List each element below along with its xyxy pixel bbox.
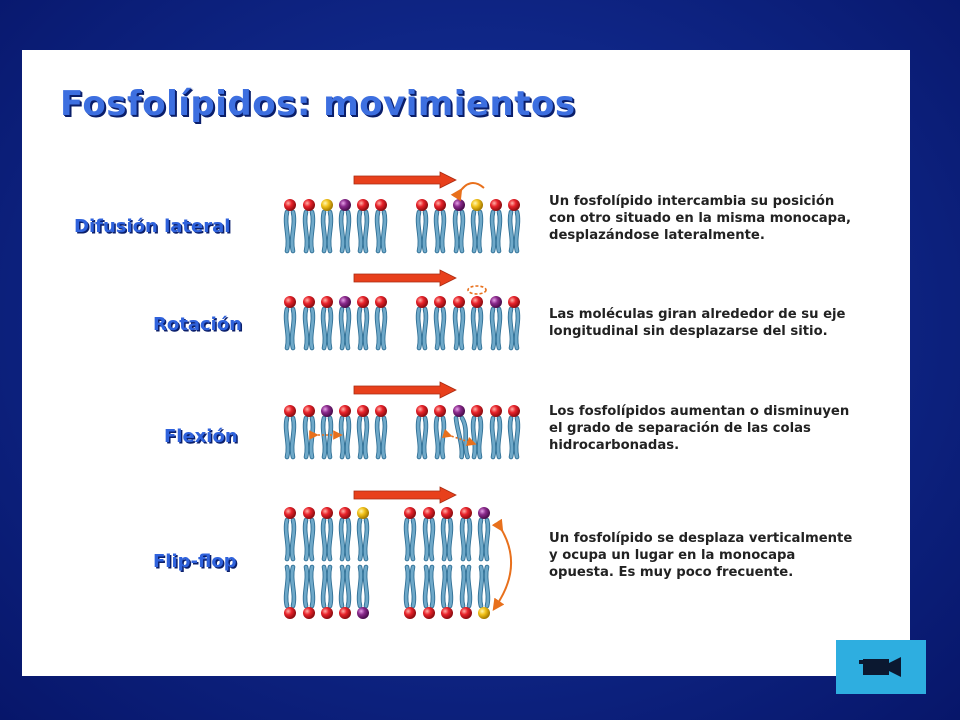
phospholipid <box>423 507 435 559</box>
movement-arrow <box>354 382 456 398</box>
label-difusion-lateral: Difusión lateral <box>74 216 231 237</box>
phospholipid <box>284 199 296 251</box>
description-flexion: Los fosfolípidos aumentan o disminuyen el grado de separación de las colas hidrocarbonadas. <box>549 404 850 453</box>
phospholipid <box>490 405 502 457</box>
phospholipid <box>453 296 465 348</box>
phospholipid <box>284 296 296 348</box>
phospholipid-diagram <box>22 50 910 676</box>
phospholipid <box>321 405 333 457</box>
flip-arrow <box>496 527 511 606</box>
phospholipid <box>339 199 351 251</box>
phospholipid <box>321 199 333 251</box>
phospholipid <box>303 296 315 348</box>
rotation-marker <box>468 286 486 294</box>
phospholipid <box>508 405 520 457</box>
phospholipid <box>508 296 520 348</box>
phospholipid <box>416 199 428 251</box>
phospholipid <box>441 567 453 619</box>
phospholipid <box>321 507 333 559</box>
phospholipid <box>357 296 369 348</box>
phospholipid <box>284 567 296 619</box>
phospholipid <box>441 507 453 559</box>
phospholipid <box>303 507 315 559</box>
phospholipid <box>375 296 387 348</box>
phospholipid <box>404 567 416 619</box>
description-difusion-lateral: Un fosfolípido intercambia su posición con otro situado en la misma monocapa, desplazándose lateralmente. <box>549 194 852 243</box>
movement-arrow <box>354 172 456 188</box>
movement-arrow <box>354 487 456 503</box>
phospholipid <box>339 405 351 457</box>
phospholipid <box>321 296 333 348</box>
phospholipid <box>434 405 446 457</box>
phospholipid <box>478 507 490 559</box>
description-rotacion: Las moléculas giran alrededor de su eje longitudinal sin desplazarse del sitio. <box>549 307 846 339</box>
video-camera-icon <box>859 654 903 680</box>
phospholipid <box>339 296 351 348</box>
phospholipid <box>303 199 315 251</box>
phospholipid <box>321 567 333 619</box>
label-rotacion: Rotación <box>153 314 242 335</box>
phospholipid <box>357 199 369 251</box>
label-flexion: Flexión <box>164 426 238 447</box>
movement-arrow <box>354 270 456 286</box>
phospholipid <box>357 405 369 457</box>
phospholipid <box>423 567 435 619</box>
phospholipid <box>416 405 428 457</box>
phospholipid <box>357 567 369 619</box>
phospholipid <box>471 296 483 348</box>
phospholipid <box>434 296 446 348</box>
video-nav-button[interactable] <box>836 640 926 694</box>
phospholipid <box>404 507 416 559</box>
phospholipid <box>303 405 315 457</box>
phospholipid <box>303 567 315 619</box>
phospholipid <box>339 567 351 619</box>
slide-title: Fosfolípidos: movimientos <box>60 84 576 124</box>
phospholipid <box>339 507 351 559</box>
swap-arrow <box>459 183 484 193</box>
description-flip-flop: Un fosfolípido se desplaza verticalmente y ocupa un lugar en la monocapa opuesta. Es muy poco frecuente. <box>549 531 853 580</box>
phospholipid <box>284 507 296 559</box>
phospholipid <box>478 567 490 619</box>
slide <box>22 50 910 676</box>
phospholipid <box>357 507 369 559</box>
phospholipid <box>508 199 520 251</box>
phospholipid <box>460 567 472 619</box>
phospholipid <box>490 296 502 348</box>
phospholipid <box>460 507 472 559</box>
phospholipid <box>416 296 428 348</box>
phospholipid <box>453 405 468 457</box>
phospholipid <box>471 405 483 457</box>
phospholipid <box>453 199 465 251</box>
phospholipid <box>375 199 387 251</box>
phospholipid <box>375 405 387 457</box>
phospholipid <box>471 199 483 251</box>
phospholipid <box>490 199 502 251</box>
label-flip-flop: Flip-flop <box>153 551 237 572</box>
phospholipid <box>284 405 296 457</box>
phospholipid <box>434 199 446 251</box>
